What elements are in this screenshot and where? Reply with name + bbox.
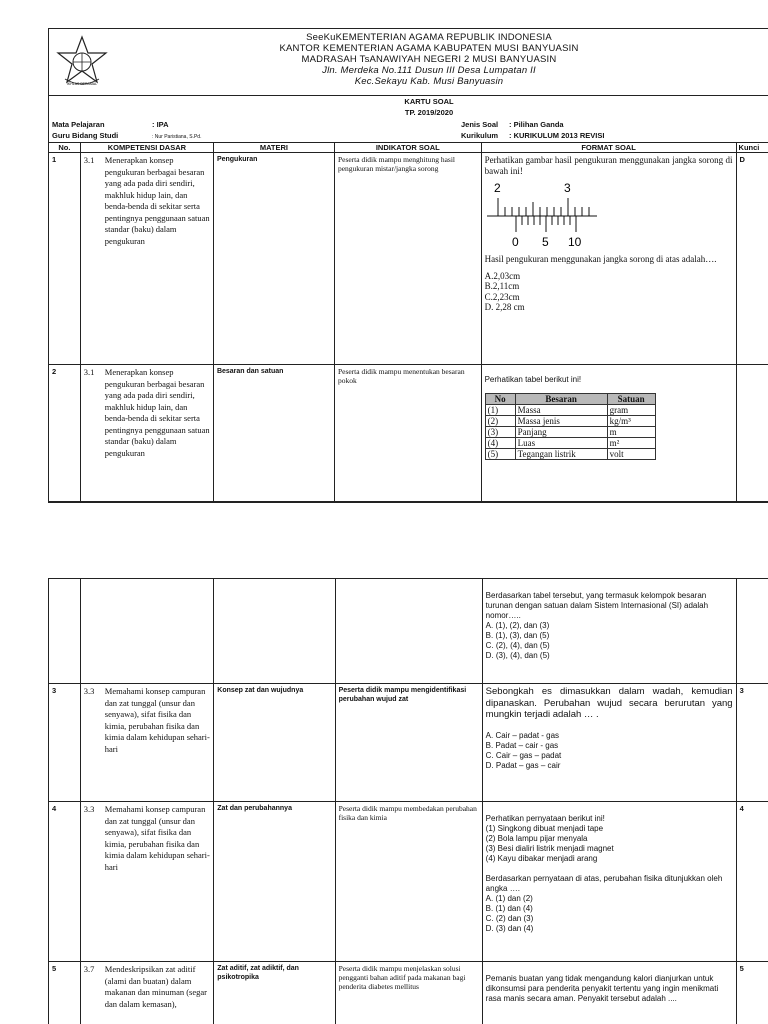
answer-options bbox=[485, 271, 733, 313]
format-soal bbox=[482, 579, 736, 684]
besaran-row bbox=[485, 438, 655, 449]
question-text: Sebongkah es dimasukkan dalam wadah, kemudian dipanaskan. Perubahan wujud secara berurutan yang mungkin terjadi adalah … . bbox=[485, 686, 733, 720]
vernier-scale-label: 5 bbox=[541, 235, 549, 249]
besaran-table bbox=[485, 393, 656, 460]
question-text: Pemanis buatan yang tidak mengandung kalori dianjurkan untuk dikonsumsi para penderita penyakit tertentu yang ingin menikmati rasa manis secara aman. Penyakit tersebut adalah .... bbox=[485, 974, 719, 1003]
statement-1: (1) Singkong dibuat menjadi tape bbox=[485, 824, 604, 833]
kd-number: 3.1 bbox=[83, 367, 95, 377]
main-scale-ticks bbox=[498, 198, 589, 216]
vernier-scale-ticks bbox=[516, 216, 576, 232]
kd-text: Menerapkan konsep pengukuran berbagai besaran yang ada pada diri sendiri, makhluk hidup lain, dan benda-benda di sekitar serta pentingnya penggunaan satuan standar (baku) dalam pengukuran bbox=[104, 155, 210, 246]
answer-key: D bbox=[736, 153, 768, 365]
kurikulum-value: : KURIKULUM 2013 REVISI bbox=[509, 131, 605, 140]
option-d: D. (3), (4), dan (5) bbox=[485, 651, 550, 660]
mapel-label: Mata Pelajaran bbox=[52, 120, 105, 129]
option-b: B. (1), (3), dan (5) bbox=[485, 631, 550, 640]
vernier-caliper-figure bbox=[487, 180, 597, 250]
besaran-row bbox=[485, 416, 655, 427]
besaran-name: Massa bbox=[515, 405, 607, 416]
card-frame bbox=[48, 28, 768, 502]
format-soal bbox=[482, 684, 736, 802]
option-c: C. (2) dan (3) bbox=[485, 914, 534, 923]
besaran-no: (3) bbox=[485, 427, 515, 438]
option-a: A. (1), (2), dan (3) bbox=[485, 621, 550, 630]
col-kunci: Kunci bbox=[736, 143, 768, 153]
besaran-no: (2) bbox=[485, 416, 515, 427]
statement-2: (2) Bola lampu pijar menyala bbox=[485, 834, 588, 843]
besaran-col-satuan: Satuan bbox=[607, 394, 655, 405]
materi: Pengukuran bbox=[213, 153, 334, 365]
row-number: 3 bbox=[49, 684, 81, 802]
jenis-value: : Pilihan Ganda bbox=[509, 120, 564, 129]
col-no: No. bbox=[49, 143, 81, 153]
besaran-unit: kg/m³ bbox=[607, 416, 655, 427]
table-row bbox=[49, 365, 768, 503]
indikator: Peserta didik mampu membedakan perubahan fisika dan kimia bbox=[335, 802, 482, 962]
table-row bbox=[49, 684, 768, 802]
logo-caption: IKHLAS BERAMAL bbox=[66, 82, 98, 86]
option-d: D. (3) dan (4) bbox=[485, 924, 534, 933]
besaran-row bbox=[485, 405, 655, 416]
guru-label: Guru Bidang Studi bbox=[52, 131, 119, 140]
kd-text: Memahami konsep campuran dan zat tunggal (unsur dan senyawa), sifat fisika dan kimia, perubahan fisika dan kimia dalam kehidupan sehari-hari bbox=[104, 686, 210, 754]
besaran-unit: gram bbox=[607, 405, 655, 416]
kd-text: Menerapkan konsep pengukuran berbagai besaran yang ada pada diri sendiri, makhluk hidup lain, dan benda-benda di sekitar serta pentingnya penggunaan satuan standar (baku) dalam pengukuran bbox=[104, 367, 210, 458]
besaran-col-besaran: Besaran bbox=[515, 394, 607, 405]
option-d: D. 2,28 cm bbox=[484, 302, 525, 312]
answer-key: 4 bbox=[736, 802, 768, 962]
card-frame bbox=[48, 578, 768, 1024]
question-text-2: Berdasarkan pernyataan di atas, perubahan fisika ditunjukkan oleh angka …. bbox=[485, 874, 723, 893]
card-title: KARTU SOAL bbox=[404, 97, 454, 106]
table-row bbox=[49, 962, 768, 1024]
question-text: Berdasarkan tabel tersebut, yang termasuk kelompok besaran turunan dengan satuan dalam Sistem Internasional (SI) adalah nomor….. bbox=[485, 591, 709, 620]
materi: Besaran dan satuan bbox=[213, 365, 334, 503]
letterhead bbox=[49, 29, 768, 96]
format-soal bbox=[482, 802, 736, 962]
answer-key: 5 bbox=[736, 962, 768, 1024]
besaran-no: (4) bbox=[485, 438, 515, 449]
col-indikator: INDIKATOR SOAL bbox=[334, 143, 481, 153]
kd-text: Mendeskripsikan zat aditif (alami dan buatan) dalam makanan dan minuman (segar dan dalam kemasan), bbox=[104, 964, 207, 1009]
indikator: Peserta didik mampu menghitung hasil pengukuran mistar/jangka sorong bbox=[334, 153, 481, 365]
main-scale-label: 2 bbox=[493, 181, 501, 195]
answer-key bbox=[736, 365, 768, 503]
answer-key: 3 bbox=[736, 684, 768, 802]
main-scale-label: 3 bbox=[563, 181, 571, 195]
card-year: TP. 2019/2020 bbox=[404, 108, 454, 117]
header-line-3: MADRASAH TsANAWIYAH NEGERI 2 MUSI BANYUASIN bbox=[301, 54, 557, 65]
besaran-col-no: No bbox=[485, 394, 515, 405]
besaran-name: Tegangan listrik bbox=[515, 449, 607, 460]
materi: Konsep zat dan wujudnya bbox=[214, 684, 335, 802]
besaran-row bbox=[485, 449, 655, 460]
besaran-no: (1) bbox=[485, 405, 515, 416]
row-number: 4 bbox=[49, 802, 81, 962]
table-row bbox=[49, 153, 768, 365]
kompetensi-dasar bbox=[80, 802, 214, 962]
row-number: 5 bbox=[49, 962, 81, 1024]
row-number: 2 bbox=[49, 365, 81, 503]
kd-text: Memahami konsep campuran dan zat tunggal (unsur dan senyawa), sifat fisika dan kimia, perubahan fisika dan kimia dalam kehidupan sehari-hari bbox=[104, 804, 210, 872]
card-page-2 bbox=[0, 578, 768, 1024]
kd-number: 3.3 bbox=[83, 686, 95, 696]
question-text-2: Hasil pengukuran menggunakan jangka sorong di atas adalah…. bbox=[484, 254, 717, 264]
vernier-scale-label: 10 bbox=[567, 235, 581, 249]
question-table-continued bbox=[48, 578, 768, 1024]
mapel-value: : IPA bbox=[152, 120, 169, 129]
header-line-4: Jln. Merdeka No.111 Dusun III Desa Lumpatan II bbox=[322, 65, 536, 76]
indikator: Peserta didik mampu menentukan besaran pokok bbox=[334, 365, 481, 503]
option-c: C. Cair – gas – padat bbox=[485, 750, 562, 760]
besaran-unit: m² bbox=[607, 438, 655, 449]
kompetensi-dasar bbox=[80, 365, 213, 503]
option-b: B. (1) dan (4) bbox=[485, 904, 533, 913]
besaran-table-header bbox=[485, 394, 655, 405]
table-header-row bbox=[49, 143, 768, 153]
kompetensi-dasar bbox=[80, 962, 214, 1024]
statement-3: (3) Besi dialiri listrik menjadi magnet bbox=[485, 844, 614, 853]
materi: Zat aditif, zat adiktif, dan psikotropika bbox=[214, 962, 335, 1024]
col-materi: MATERI bbox=[213, 143, 334, 153]
card-page-1 bbox=[0, 28, 768, 506]
jenis-label: Jenis Soal bbox=[461, 120, 499, 129]
col-kd: KOMPETENSI DASAR bbox=[80, 143, 213, 153]
option-a: A.2,03cm bbox=[484, 270, 521, 281]
option-c: C.2,23cm bbox=[484, 291, 520, 302]
materi: Zat dan perubahannya bbox=[214, 802, 335, 962]
question-table bbox=[48, 142, 768, 503]
row-number: 1 bbox=[49, 153, 81, 365]
statement-4: (4) Kayu dibakar menjadi arang bbox=[485, 854, 598, 863]
format-soal bbox=[482, 962, 736, 1024]
besaran-name: Luas bbox=[515, 438, 607, 449]
table-row bbox=[49, 802, 768, 962]
kurikulum-label: Kurikulum bbox=[461, 131, 499, 140]
kd-number: 3.1 bbox=[83, 155, 95, 165]
besaran-unit: m bbox=[607, 427, 655, 438]
col-format: FORMAT SOAL bbox=[481, 143, 736, 153]
question-text: Perhatikan pernyataan berikut ini! bbox=[485, 814, 605, 823]
vernier-scale-label: 0 bbox=[511, 235, 519, 249]
format-soal bbox=[481, 365, 736, 503]
table-row bbox=[49, 579, 768, 684]
besaran-name: Massa jenis bbox=[515, 416, 607, 427]
option-b: B. Padat – cair - gas bbox=[485, 740, 559, 750]
guru-value: : Nur Paristiana, S.Pd. bbox=[152, 134, 202, 140]
option-a: A. Cair – padat - gas bbox=[485, 730, 560, 740]
besaran-name: Panjang bbox=[515, 427, 607, 438]
besaran-unit: volt bbox=[607, 449, 655, 460]
card-title-block bbox=[49, 96, 768, 118]
indikator: Peserta didik mampu menjelaskan solusi pengganti bahan aditif pada makanan bagi penderita diabetes mellitus bbox=[335, 962, 482, 1024]
kd-number: 3.7 bbox=[83, 964, 95, 974]
besaran-row bbox=[485, 427, 655, 438]
header-line-5: Kec.Sekayu Kab. Musi Banyuasin bbox=[354, 76, 504, 87]
option-d: D. Padat – gas – cair bbox=[485, 760, 561, 770]
header-line-2: KANTOR KEMENTERIAN AGAMA KABUPATEN MUSI BANYUASIN bbox=[279, 43, 579, 54]
kompetensi-dasar bbox=[80, 684, 214, 802]
option-c: C. (2), (4), dan (5) bbox=[485, 641, 550, 650]
letterhead-text bbox=[49, 32, 768, 87]
kd-number: 3.3 bbox=[83, 804, 95, 814]
besaran-no: (5) bbox=[485, 449, 515, 460]
header-line-1: SeeKuKEMENTERIAN AGAMA REPUBLIK INDONESIA bbox=[306, 32, 552, 43]
kompetensi-dasar bbox=[80, 153, 213, 365]
option-b: B.2,11cm bbox=[484, 281, 520, 291]
format-soal bbox=[481, 153, 736, 365]
option-a: A. (1) dan (2) bbox=[485, 894, 533, 903]
indikator: Peserta didik mampu mengidentifikasi perubahan wujud zat bbox=[335, 684, 482, 802]
question-text: Perhatikan gambar hasil pengukuran menggunakan jangka sorong di bawah ini! bbox=[484, 155, 733, 176]
question-text: Perhatikan tabel berikut ini! bbox=[484, 375, 582, 384]
